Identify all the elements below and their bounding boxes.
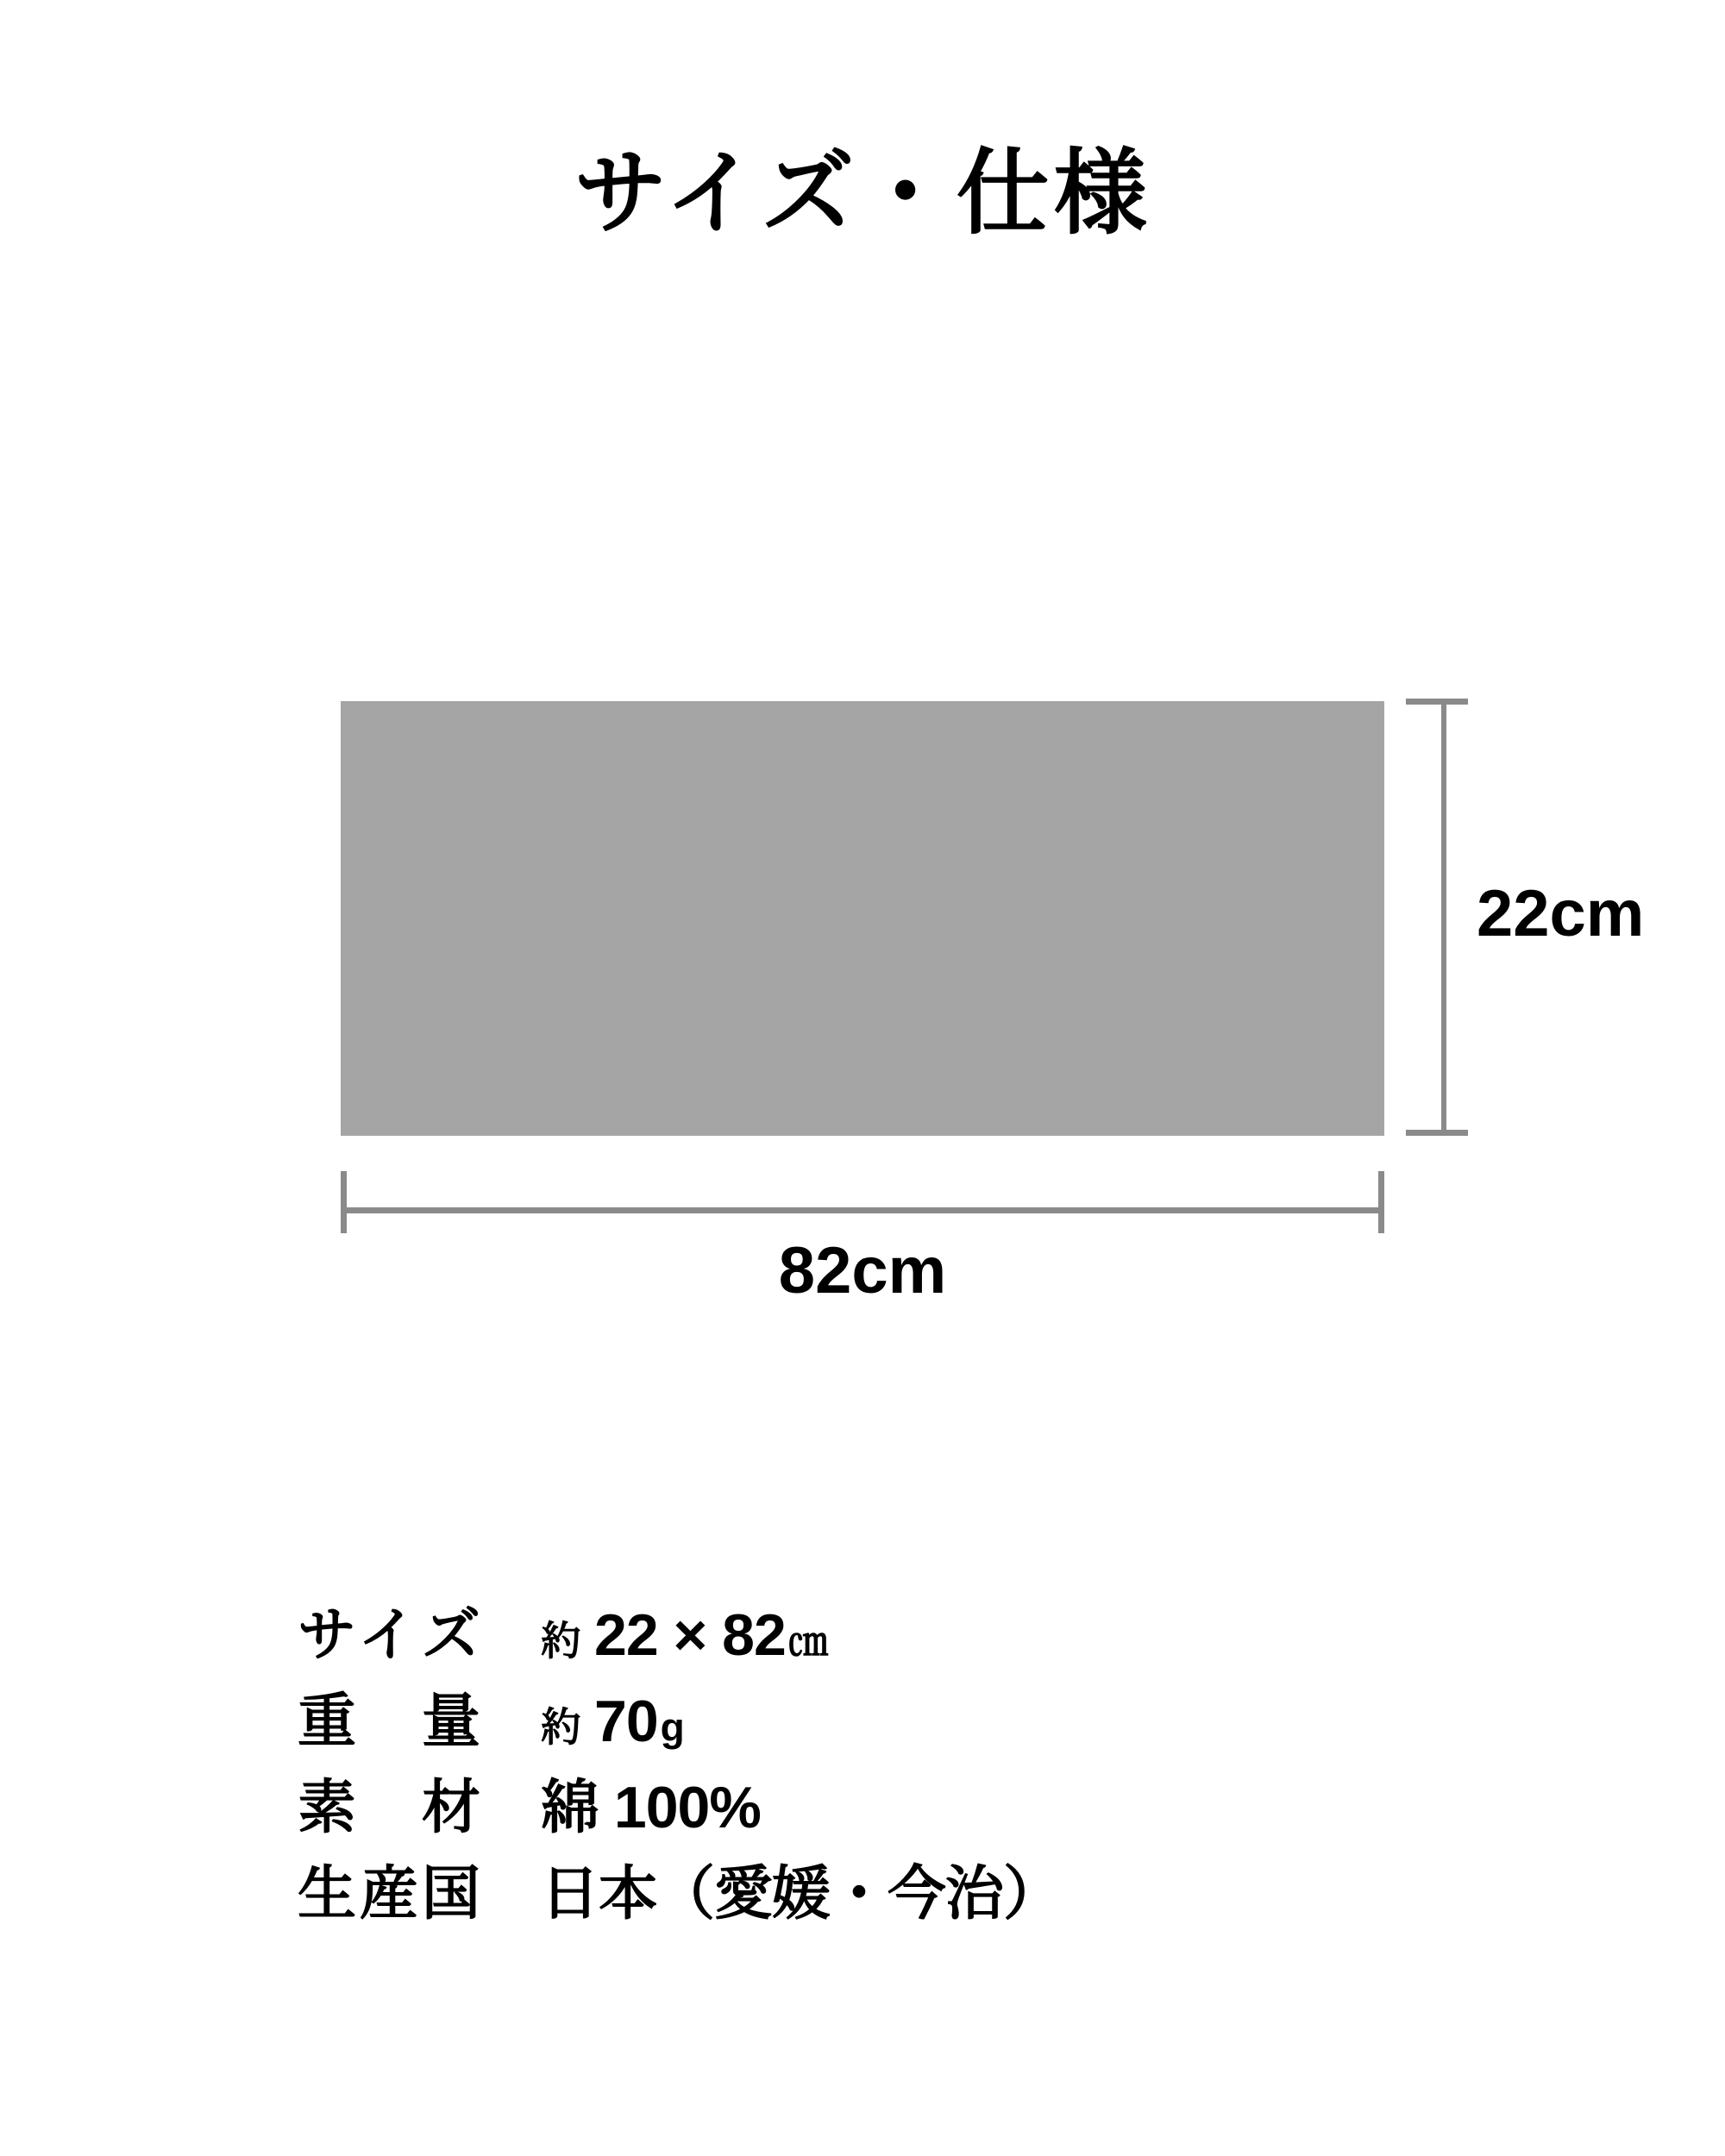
height-dimension-line [1441, 701, 1446, 1136]
spec-value-size-unit: ㎝ [787, 1619, 827, 1664]
spec-label-material: 素材 [298, 1775, 480, 1840]
spec-row-size [298, 1602, 1505, 1668]
height-dimension-cap-bottom [1406, 1130, 1468, 1136]
spec-value-weight [541, 1689, 684, 1754]
spec-value-weight-unit: g [660, 1705, 684, 1750]
product-rectangle [341, 701, 1384, 1136]
height-dimension-label: 22cm [1477, 877, 1645, 950]
spec-value-size-main: 22 × 82 [594, 1602, 786, 1668]
spec-value-origin [541, 1861, 1062, 1927]
height-dimension-cap-top [1406, 699, 1468, 705]
spec-value-weight-main: 70 [594, 1689, 658, 1754]
spec-label-weight: 重量 [298, 1689, 480, 1754]
spec-value-material [541, 1775, 761, 1840]
width-dimension-cap-right [1378, 1171, 1384, 1233]
spec-value-material-main: 綿 100% [541, 1775, 761, 1840]
spec-value-size [541, 1602, 827, 1668]
spec-label-size: サイズ [298, 1602, 480, 1668]
page-title: サイズ・仕様 [574, 141, 1151, 245]
spec-row-material [298, 1775, 1505, 1840]
spec-value-weight-approx: 約 [541, 1704, 580, 1750]
spec-list [298, 1602, 1505, 1951]
spec-value-size-approx: 約 [541, 1618, 580, 1664]
width-dimension-line [341, 1207, 1384, 1213]
spec-value-origin-main: 日本（愛媛・今治） [541, 1861, 1062, 1927]
spec-row-weight [298, 1689, 1505, 1754]
width-dimension-cap-left [341, 1171, 347, 1233]
spec-row-origin [298, 1861, 1505, 1927]
width-dimension-label: 82cm [778, 1234, 947, 1307]
spec-label-origin: 生産国 [298, 1861, 480, 1927]
